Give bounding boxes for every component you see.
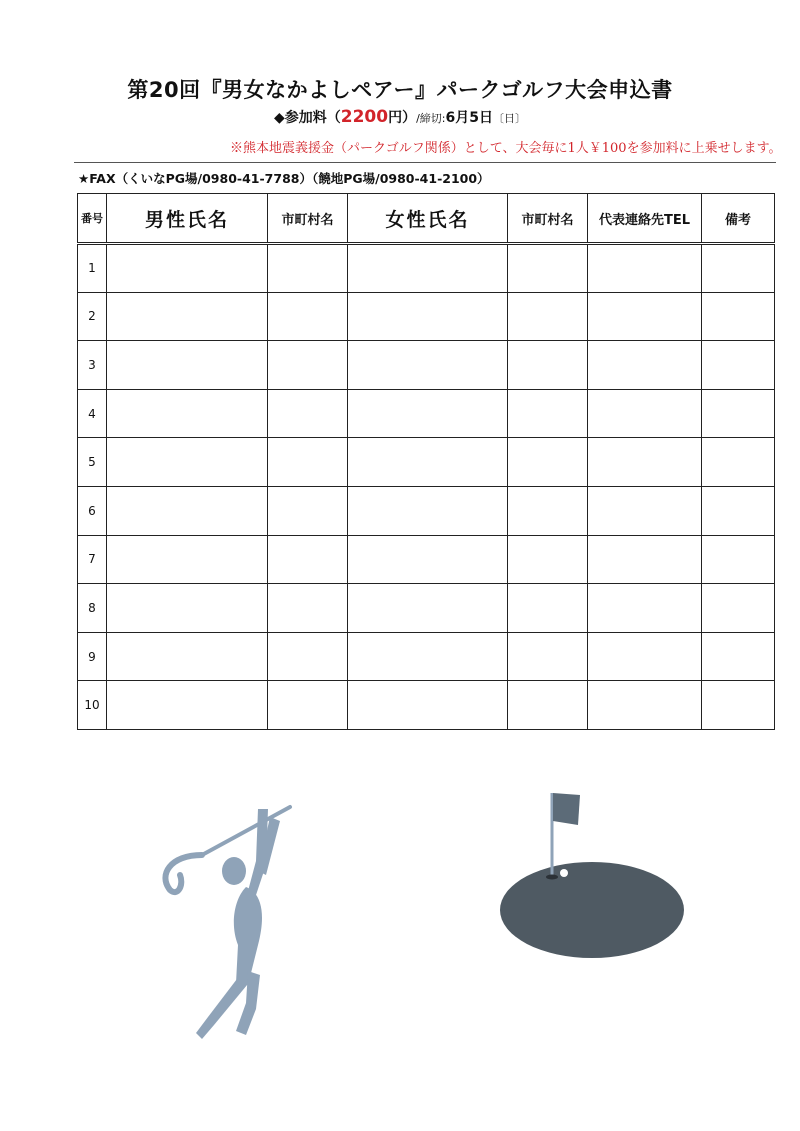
contact-cell[interactable] [588,389,702,438]
female-city-cell[interactable] [508,681,588,730]
male-city-cell[interactable] [268,486,348,535]
male-name-cell[interactable] [107,438,268,487]
table-row [78,535,775,584]
row-number: 2 [78,292,107,341]
table-row [78,244,775,293]
golfer-silhouette-icon [150,795,310,1045]
female-city-cell[interactable] [508,535,588,584]
header-male-name: 男性氏名 [107,194,268,244]
row-number: 7 [78,535,107,584]
contact-cell[interactable] [588,584,702,633]
male-name-cell[interactable] [107,632,268,681]
male-name-cell[interactable] [107,535,268,584]
male-name-cell[interactable] [107,244,268,293]
fax-info: ★FAX（くいなPG場/0980-41-7788）（饒地PG場/0980-41-2100） [78,171,490,186]
male-city-cell[interactable] [268,438,348,487]
female-city-cell[interactable] [508,292,588,341]
male-city-cell[interactable] [268,244,348,293]
contact-cell[interactable] [588,438,702,487]
remarks-cell[interactable] [702,292,775,341]
table-row [78,486,775,535]
table-row [78,292,775,341]
female-city-cell[interactable] [508,584,588,633]
divider-line [74,162,776,163]
male-name-cell[interactable] [107,389,268,438]
entry-table [77,193,775,730]
flag [553,793,580,825]
header-remarks: 備考 [702,194,775,244]
female-name-cell[interactable] [348,389,508,438]
female-name-cell[interactable] [348,438,508,487]
row-number: 8 [78,584,107,633]
table-row [78,584,775,633]
male-name-cell[interactable] [107,486,268,535]
contact-cell[interactable] [588,244,702,293]
header-male-city: 市町村名 [268,194,348,244]
female-name-cell[interactable] [348,535,508,584]
table-row [78,389,775,438]
remarks-cell[interactable] [702,681,775,730]
header-female-city: 市町村名 [508,194,588,244]
header-female-name: 女性氏名 [348,194,508,244]
row-number: 1 [78,244,107,293]
female-name-cell[interactable] [348,341,508,390]
table-row [78,438,775,487]
deadline-date: 6月5日 [445,110,493,126]
female-city-cell[interactable] [508,486,588,535]
male-city-cell[interactable] [268,341,348,390]
table-header-row [78,194,775,244]
fee-deadline-line [0,107,800,127]
male-name-cell[interactable] [107,584,268,633]
contact-cell[interactable] [588,681,702,730]
male-city-cell[interactable] [268,389,348,438]
contact-cell[interactable] [588,632,702,681]
male-name-cell[interactable] [107,341,268,390]
page-title: 第20回『男女なかよしペアー』パークゴルフ大会申込書 [127,78,673,102]
remarks-cell[interactable] [702,584,775,633]
row-number: 5 [78,438,107,487]
contact-cell[interactable] [588,535,702,584]
male-name-cell[interactable] [107,681,268,730]
female-name-cell[interactable] [348,584,508,633]
female-name-cell[interactable] [348,632,508,681]
row-number: 10 [78,681,107,730]
male-city-cell[interactable] [268,584,348,633]
remarks-cell[interactable] [702,341,775,390]
fee-unit: 円） [388,110,417,126]
contact-cell[interactable] [588,292,702,341]
deadline-label: /締切: [416,112,446,125]
female-city-cell[interactable] [508,389,588,438]
row-number: 3 [78,341,107,390]
golf-ball-icon [560,869,568,877]
female-city-cell[interactable] [508,438,588,487]
female-city-cell[interactable] [508,341,588,390]
female-city-cell[interactable] [508,244,588,293]
female-name-cell[interactable] [348,244,508,293]
female-name-cell[interactable] [348,292,508,341]
remarks-cell[interactable] [702,632,775,681]
table-row [78,681,775,730]
remarks-cell[interactable] [702,535,775,584]
male-name-cell[interactable] [107,292,268,341]
male-city-cell[interactable] [268,535,348,584]
row-number: 4 [78,389,107,438]
male-city-cell[interactable] [268,292,348,341]
row-number: 9 [78,632,107,681]
table-row [78,632,775,681]
remarks-cell[interactable] [702,438,775,487]
row-number: 6 [78,486,107,535]
header-number: 番号 [78,194,107,244]
cup-hole [546,875,558,880]
golf-green-flag-icon [492,785,692,965]
green-surface [500,862,684,958]
female-name-cell[interactable] [348,681,508,730]
remarks-cell[interactable] [702,486,775,535]
deadline-day: 〔日〕 [493,112,526,125]
donation-note: ※熊本地震義援金（パークゴルフ関係）として、大会毎に1人￥100を参加料に上乗せします。 [230,141,782,156]
male-city-cell[interactable] [268,681,348,730]
remarks-cell[interactable] [702,389,775,438]
male-city-cell[interactable] [268,632,348,681]
header-contact: 代表連絡先TEL [588,194,702,244]
table-row [78,341,775,390]
contact-cell[interactable] [588,486,702,535]
female-name-cell[interactable] [348,486,508,535]
remarks-cell[interactable] [702,244,775,293]
fee-prefix: ◆参加料（ [273,110,341,126]
contact-cell[interactable] [588,341,702,390]
fee-amount: 2200 [340,107,389,127]
female-city-cell[interactable] [508,632,588,681]
